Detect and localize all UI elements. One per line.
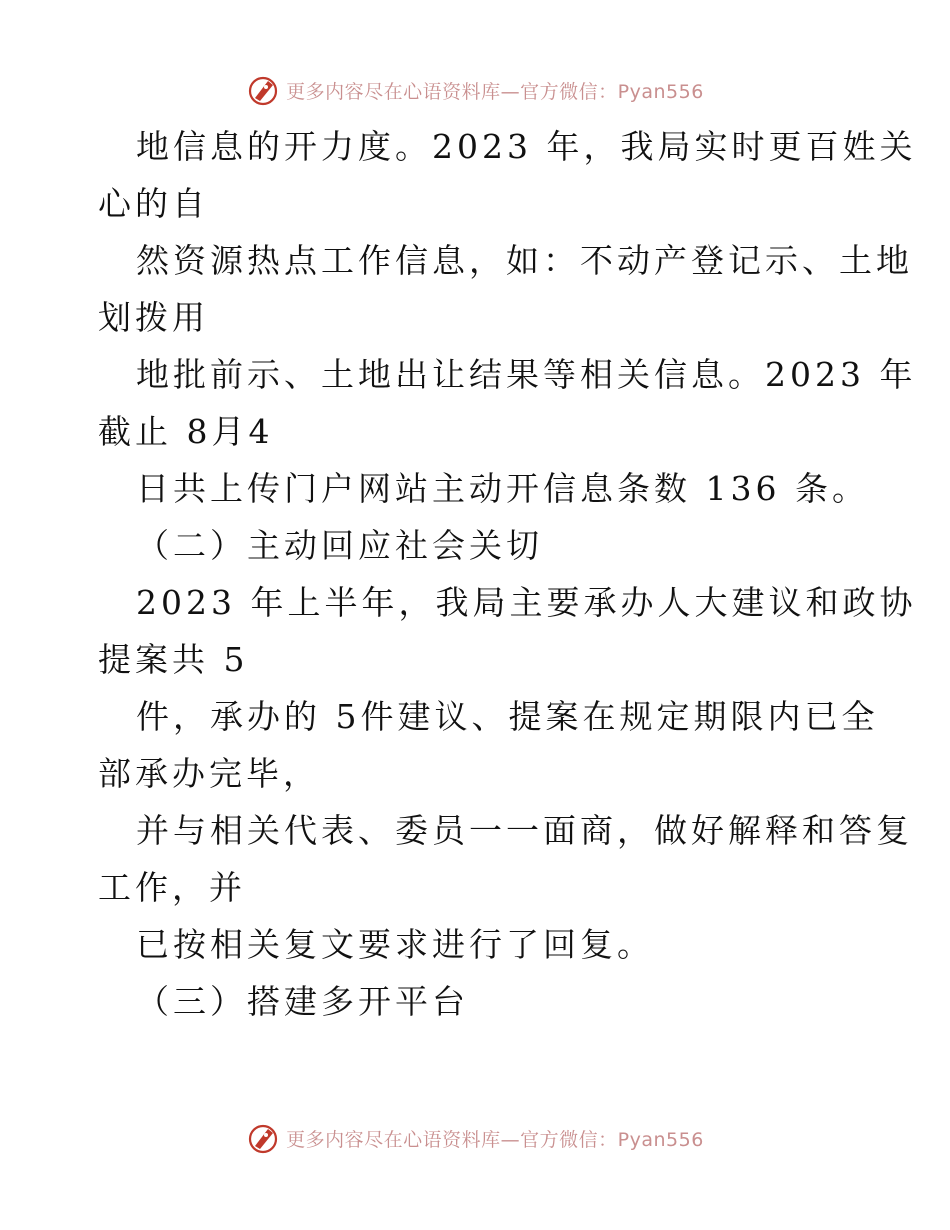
text-line: 心的自 xyxy=(98,184,209,223)
pen-nib-logo-icon xyxy=(246,1121,280,1155)
text-line: 日共上传门户网站主动开信息条数 136 条。 xyxy=(136,469,869,508)
header-watermark-text: 更多内容尽在心语资料库—官方微信：Pyan556 xyxy=(286,80,704,103)
text-line: 工作，并 xyxy=(98,868,246,907)
footer-watermark xyxy=(0,1118,950,1158)
text-line: 截止 8月4 xyxy=(98,412,274,451)
text-line: 部承办完毕， xyxy=(98,754,320,793)
text-line: 2023 年上半年，我局主要承办人大建议和政协 xyxy=(136,583,917,622)
text-line: 已按相关复文要求进行了回复。 xyxy=(136,925,654,964)
text-line: 划拨用 xyxy=(98,298,209,337)
document-body xyxy=(98,118,917,1030)
pen-nib-logo-icon xyxy=(246,73,280,107)
text-line: 地批前示、土地出让结果等相关信息。2023 年 xyxy=(136,355,917,394)
text-line: 地信息的开力度。2023 年，我局实时更百姓关 xyxy=(136,127,917,166)
text-line: 件，承办的 5件建议、提案在规定期限内已全 xyxy=(136,697,879,736)
text-line: 提案共 5 xyxy=(98,640,249,679)
section-heading: （三）搭建多开平台 xyxy=(136,982,469,1021)
header-watermark xyxy=(0,70,950,110)
text-line: 并与相关代表、委员一一面商，做好解释和答复 xyxy=(136,811,913,850)
section-heading: （二）主动回应社会关切 xyxy=(136,526,543,565)
text-line: 然资源热点工作信息，如：不动产登记示、土地 xyxy=(136,241,913,280)
footer-watermark-text: 更多内容尽在心语资料库—官方微信：Pyan556 xyxy=(286,1128,704,1151)
